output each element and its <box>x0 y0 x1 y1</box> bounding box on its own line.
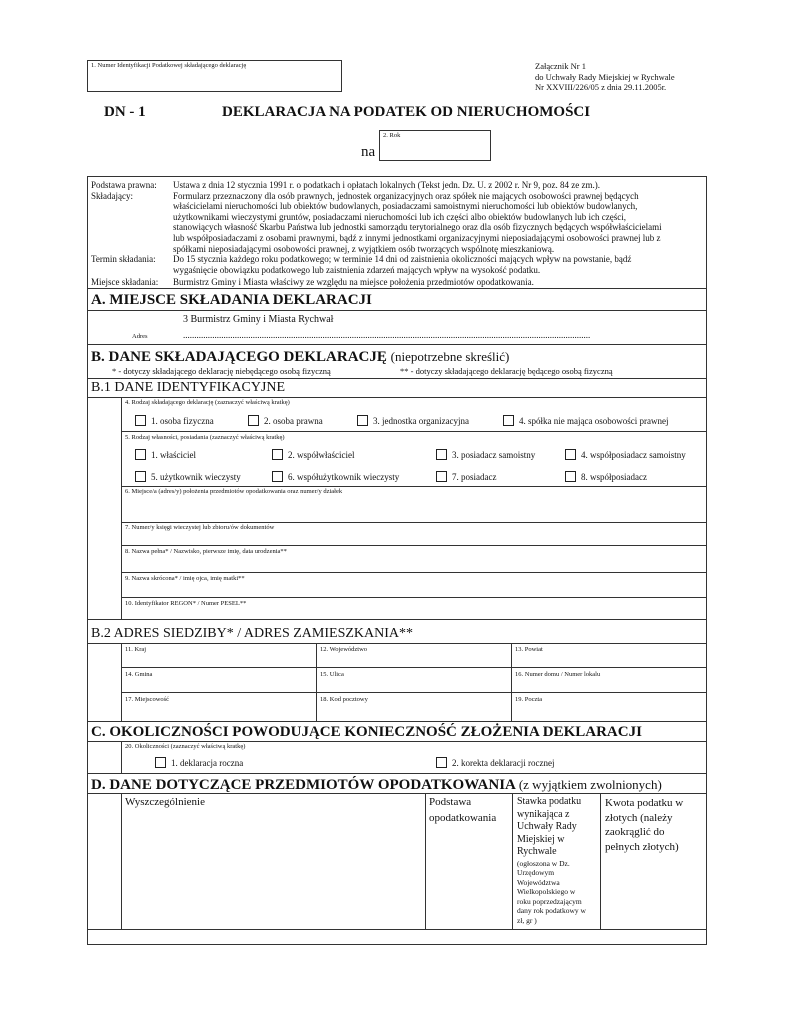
checkbox-box[interactable] <box>503 415 514 426</box>
section-c-title: C. OKOLICZNOŚCI POWODUJĄCE KONIECZNOŚĆ ZŁOŻENIA DEKLARACJI <box>91 724 642 740</box>
legal-basis-label: Podstawa prawna: <box>91 180 157 190</box>
place-label: Miejsce składania: <box>91 277 159 287</box>
field6-label[interactable]: 6. Miejsce/a (adres/y) położenia przedmiotów opodatkowania oraz numer/y działek <box>125 488 343 495</box>
checkbox-label: 3. posiadacz samoistny <box>452 450 536 460</box>
col-divider <box>600 793 601 929</box>
col-stawka <box>517 796 586 925</box>
form-code: DN - 1 <box>104 104 146 120</box>
field-numer-domu[interactable]: 16. Numer domu / Numer lokalu <box>515 671 601 678</box>
col-divider <box>512 793 513 929</box>
field-kod-pocztowy[interactable]: 18. Kod pocztowy <box>320 696 368 703</box>
filer-line: Formularz przeznaczony dla osób prawnych, jednostek organizacyjnych oraz spółek nie mających osobowości prawnej będących <box>173 190 639 201</box>
checkbox-osoba-prawna[interactable] <box>248 415 323 427</box>
annex-note <box>535 61 675 93</box>
divider <box>121 572 707 573</box>
col-line: wynikająca z <box>517 808 570 820</box>
divider <box>87 288 707 289</box>
col-divider <box>425 793 426 929</box>
field-gmina[interactable]: 14. Gmina <box>125 671 153 678</box>
divider <box>87 378 707 379</box>
col-note-line: (ogłoszona w Dz. <box>517 858 570 868</box>
field-poczta[interactable]: 19. Poczta <box>515 696 543 703</box>
checkbox-box[interactable] <box>565 471 576 482</box>
checkbox-box[interactable] <box>357 415 368 426</box>
filer-line: spółkami nieposiadającymi osobowości prawnej, z wyjątkiem osób tworzących wspólnotę mieszkaniową. <box>173 243 555 254</box>
checkbox-jednostka-organizacyjna[interactable] <box>357 415 469 427</box>
col-line: opodatkowania <box>429 812 497 824</box>
checkbox-box[interactable] <box>135 415 146 426</box>
divider <box>87 929 707 930</box>
recipient: 3 Burmistrz Gminy i Miasta Rychwał <box>183 314 334 325</box>
col-podstawa <box>429 796 496 825</box>
checkbox-label: 1. deklaracja roczna <box>171 758 244 768</box>
year-field[interactable] <box>379 130 491 161</box>
deadline-line: Do 15 stycznia każdego roku podatkowego; w terminie 14 dni od zaistnienia okoliczności mających wpływ na powstanie, bądź <box>173 254 632 264</box>
checkbox-label: 1. właściciel <box>151 450 196 460</box>
place-text: Burmistrz Gminy i Miasta właściwy ze względu na miejsce położenia przedmiotów opodatkowania. <box>173 277 534 287</box>
checkbox-box[interactable] <box>565 449 576 460</box>
divider <box>87 310 707 311</box>
filer-line: użytkownikami wieczystymi gruntów, posiadaczami nieruchomości lub ich części albo obiektów budowlanych lub ich części, <box>173 211 627 222</box>
col-line: Miejskiej w <box>517 833 565 845</box>
col-note-line: Województwa <box>517 877 560 887</box>
checkbox-label: 4. spółka nie mająca osobowości prawnej <box>519 416 669 426</box>
checkbox-label: 2. osoba prawna <box>264 416 323 426</box>
checkbox-deklaracja-roczna[interactable] <box>155 757 243 769</box>
deadline-line: wygaśnięcie obowiązku podatkowego lub zaistnienia zdarzeń mających wpływ na wysokość podatku. <box>173 264 541 275</box>
checkbox-box[interactable] <box>436 757 447 768</box>
address-field[interactable]: ..................................................................................................................................................................................... <box>183 330 591 340</box>
field9-label[interactable]: 9. Nazwa skrócona* / imię ojca, imię matki** <box>125 575 245 582</box>
divider <box>87 773 707 774</box>
divider <box>87 344 707 345</box>
checkbox-wspolposiadacz-samoistny[interactable] <box>565 449 686 461</box>
divider <box>121 597 707 598</box>
checkbox-label: 3. jednostka organizacyjna <box>373 416 470 426</box>
divider <box>121 667 707 668</box>
deadline-label: Termin składania: <box>91 254 156 264</box>
divider <box>87 793 707 794</box>
inner-left-border <box>121 741 122 773</box>
checkbox-posiadacz[interactable] <box>436 471 496 483</box>
divider <box>121 692 707 693</box>
divider <box>87 397 707 398</box>
field8-label[interactable]: 8. Nazwa pełna* / Nazwisko, pierwsze imię, data urodzenia** <box>125 548 287 555</box>
checkbox-label: 7. posiadacz <box>452 472 497 482</box>
filer-line: właścicielami nieruchomości lub obiektów budowlanych, posiadaczami samoistnymi nieruchomości lub obiektów budowlanych, <box>173 201 638 212</box>
inner-left-border <box>121 643 122 721</box>
col-divider <box>316 643 317 721</box>
filer-label: Składający: <box>91 190 133 201</box>
col-divider <box>511 643 512 721</box>
checkbox-wspolposiadacz[interactable] <box>565 471 647 483</box>
checkbox-label: 6. współużytkownik wieczysty <box>288 472 400 482</box>
section-d-title-note: (z wyjątkiem zwolnionych) <box>518 777 662 792</box>
checkbox-wspolwlasciciel[interactable] <box>272 449 355 461</box>
annex-line: Załącznik Nr 1 <box>535 61 586 71</box>
field-miejscowosc[interactable]: 17. Miejscowość <box>125 696 170 703</box>
divider <box>121 431 707 432</box>
checkbox-box[interactable] <box>436 449 447 460</box>
checkbox-korekta[interactable] <box>436 757 554 769</box>
deadline-text <box>173 254 631 275</box>
form-title: DEKLARACJA NA PODATEK OD NIERUCHOMOŚCI <box>222 104 591 120</box>
b2-title: B.2 ADRES SIEDZIBY* / ADRES ZAMIESZKANIA** <box>91 626 414 641</box>
checkbox-box[interactable] <box>272 471 283 482</box>
col-note-line: roku poprzedzającym <box>517 896 582 906</box>
section-d-title <box>91 776 662 794</box>
checkbox-uzytkownik-wieczysty[interactable] <box>135 471 241 483</box>
nip-label: 1. Numer Identyfikacji Podatkowej składającego deklarację <box>91 62 247 69</box>
checkbox-label: 5. użytkownik wieczysty <box>151 472 241 482</box>
checkbox-box[interactable] <box>135 449 146 460</box>
col-note-line: dany rok podatkowy w <box>517 906 586 915</box>
col-line: złotych (należy <box>605 811 673 824</box>
note-right: ** - dotyczy składającego deklarację będącego osobą fizyczną <box>400 366 613 376</box>
col-line: Kwota podatku w <box>605 797 684 809</box>
section-b-title-text: B. DANE SKŁADAJĄCEGO DEKLARACJĘ <box>91 349 387 365</box>
filer-line: stanowiących własność Skarbu Państwa lub jednostki samorządu terytorialnego oraz dla osób fizycznych będących współwłaścicielami <box>173 222 662 233</box>
checkbox-label: 8. współposiadacz <box>581 472 647 482</box>
col-note-line: Wielkopolskiego w <box>517 887 576 896</box>
checkbox-box[interactable] <box>248 415 259 426</box>
field10-label[interactable]: 10. Identyfikator REGON* / Numer PESEL** <box>125 600 247 607</box>
year-label: 2. Rok <box>383 132 401 139</box>
checkbox-wlasciciel[interactable] <box>135 449 196 461</box>
nip-field[interactable] <box>87 60 342 92</box>
divider <box>121 545 707 546</box>
section-b-title-note: (niepotrzebne skreślić) <box>390 349 510 364</box>
checkbox-box[interactable] <box>272 449 283 460</box>
checkbox-box[interactable] <box>436 471 447 482</box>
divider <box>87 619 707 620</box>
checkbox-label: 2. współwłaściciel <box>288 450 355 460</box>
checkbox-wspoluzytkownik-wieczysty[interactable] <box>272 471 399 483</box>
checkbox-posiadacz-samoistny[interactable] <box>436 449 535 461</box>
checkbox-label: 4. współposiadacz samoistny <box>581 450 686 460</box>
field-kraj[interactable]: 11. Kraj <box>125 646 147 653</box>
legal-basis-text: Ustawa z dnia 12 stycznia 1991 r. o podatkach i opłatach lokalnych (Tekst jedn. Dz. U. z 2002 r. Nr 9, poz. 84 ze zm.). <box>173 180 600 190</box>
filer-line: lub współposiadaczami z osobami prawnymi, bądź z innymi jednostkami organizacyjnymi nieposiadającymi osobowości prawnej lub z <box>173 232 661 243</box>
annex-line: Nr XXVIII/226/05 z dnia 29.11.2005r. <box>535 82 667 92</box>
col-note-line: Urzędowym <box>517 868 555 877</box>
year-prefix: na <box>361 144 376 160</box>
col-line: zaokrąglić do <box>605 826 665 838</box>
col-line: pełnych złotych) <box>605 840 679 853</box>
address-label: Adres <box>132 333 148 340</box>
field20-label: 20. Okoliczności (zaznaczyć właściwą kratkę) <box>125 743 246 750</box>
divider <box>87 643 707 644</box>
divider <box>87 721 707 722</box>
field5-label: 5. Rodzaj własności, posiadania (zaznaczyć właściwą kratkę) <box>125 434 285 441</box>
note-left: * - dotyczy składającego deklarację niebędącego osobą fizyczną <box>112 366 331 376</box>
col-line: Stawka podatku <box>517 796 582 807</box>
col-note <box>517 859 586 926</box>
field-powiat[interactable]: 13. Powiat <box>515 646 543 653</box>
checkbox-box[interactable] <box>135 471 146 482</box>
checkbox-box[interactable] <box>155 757 166 768</box>
field7-label[interactable]: 7. Numer/y księgi wieczystej lub zbioru/ów dokumentów <box>125 524 275 531</box>
section-b-title <box>91 348 509 366</box>
checkbox-osoba-fizyczna[interactable] <box>135 415 214 427</box>
checkbox-label: 1. osoba fizyczna <box>151 416 214 426</box>
section-d-title-text: D. DANE DOTYCZĄCE PRZEDMIOTÓW OPODATKOWANIA <box>91 777 516 793</box>
annex-line: do Uchwały Rady Miejskiej w Rychwale <box>535 71 675 82</box>
divider <box>121 522 707 523</box>
col-note-line: zł, gr ) <box>517 915 537 925</box>
field-wojewodztwo[interactable]: 12. Województwo <box>320 646 368 653</box>
divider <box>87 741 707 742</box>
checkbox-label: 2. korekta deklaracji rocznej <box>452 758 555 768</box>
col-line: Podstawa <box>429 796 472 808</box>
field-ulica[interactable]: 15. Ulica <box>320 671 344 678</box>
inner-left-border <box>121 793 122 929</box>
field4-label: 4. Rodzaj składającego deklarację (zaznaczyć właściwą kratkę) <box>125 399 290 406</box>
checkbox-spolka[interactable] <box>503 415 668 427</box>
col-wyszczegolnienie: Wyszczególnienie <box>125 796 205 808</box>
divider <box>121 486 707 487</box>
col-line: Rychwale <box>517 846 557 857</box>
filer-text <box>173 191 662 255</box>
col-kwota <box>605 796 683 854</box>
b1-title: B.1 DANE IDENTYFIKACYJNE <box>91 380 286 395</box>
col-line: Uchwały Rady <box>517 821 577 832</box>
section-a-title: A. MIEJSCE SKŁADANIA DEKLARACJI <box>91 292 372 308</box>
